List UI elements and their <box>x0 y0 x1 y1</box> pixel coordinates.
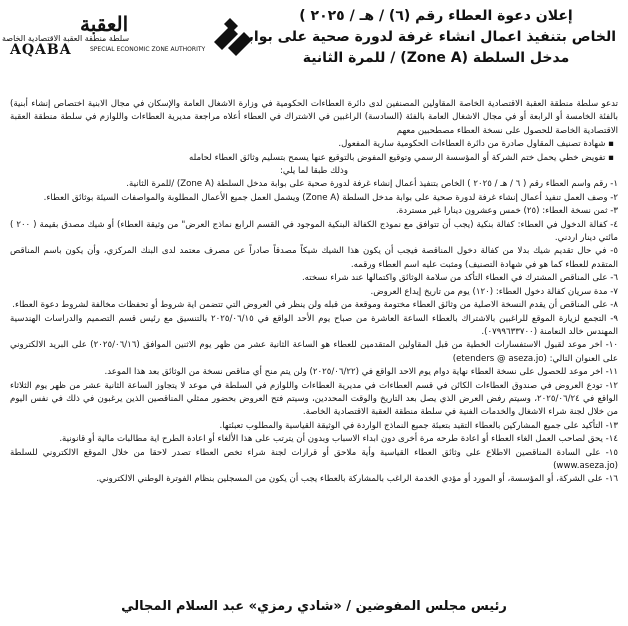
list-item: ١- رقم واسم العطاء رقم ( ٦ / هـ / ٢٠٢٥ ) الخاص بتنفيذ أعمال إنشاء غرفة لدورة صحية على بوابة مدخل السلطة (Zone A) /للمرة الثانية. <box>126 179 618 190</box>
announcement-body <box>6 98 622 487</box>
announcement-title <box>240 6 616 69</box>
intro-paragraph: تدعو سلطة منطقة العقبة الاقتصادية الخاصة المقاولين المصنفين لدى دائرة العطاءات الحكومية في وزارة الاشغال العامة والإسكان في مجال الابنية اختصاص إنشاء أبنية) بالفئة الخامسة أو الرابعة أو في مجال الاشغال العامة بالفئة (السادسة) الراغبين في الاشتراك في العطاء أعلاه مراجعة مديرية العطاءات واللوازم في سلطة منطقة العقبة الاقتصادية الخاصة للحصول على نسخة العطاء مصطحبين معهم <box>10 99 618 136</box>
list-item: ١٣- التأكيد على جميع المشاركين بالعطاء التقيد بتعبئة جميع النماذج الواردة في الوثيقة القياسية والمطلوب تعبئتها. <box>219 420 618 431</box>
list-item: ٥- في حال تقديم شيك بدلا من كفالة دخول المناقصة فيجب أن يكون هذا الشيك شيكاً مصدقاً صادراً عن مصرف معتمد لدى البنك المركزي، وأن يكون باسم المناقص المتقدم للعطاء كما هو في شهادة التصنيف) ومثبت عليه اسم العطاء ورقمه. <box>10 246 618 270</box>
logo-arabic-name: العقبة <box>80 12 129 36</box>
requirement-item: ▪ تفويض خطي يحمل ختم الشركة أو المؤسسة الرسمي وتوقيع المفوض بالتوقيع عنها يسمح بتسليم وثائق العطاء لحامله <box>189 152 614 163</box>
title-line-2: الخاص بتنفيذ اعمال انشاء غرفة لدورة صحية على بوابة <box>240 29 616 45</box>
header <box>2 6 622 98</box>
logo-arabic-subtitle: سلطة منطقة العقبة الاقتصادية الخاصة <box>2 34 130 43</box>
signature-line: رئيس مجلس المفوضين / «شادي رمزي» عبد السلام المجالي <box>121 599 507 614</box>
list-item: ١٢- تودع العروض في صندوق العطاءات الكائن في قسم العطاءات في مديرية العطاءات واللوازم في السلطة في موعد لا يتجاوز الساعة الثانية عشر من ظهر يوم الثلاثاء الواقع في ٢٠٢٥/٠٦/٢٤، وسيتم رفض العرض الذي يصل بعد التاريخ والوقت المحددين، وسيتم فتح العروض بحضور ممثلي المناقصين الذين يرغبون في ذلك في نفس اليوم من خلال لجنة شراء الاشغال والخدمات الفنية في سلطة منطقة العقبة الاقتصادية الخاصة. <box>10 380 618 418</box>
list-item: ١٠- اخر موعد لقبول الاستفسارات الخطية من قبل المقاولين المتقدمين للعطاء هو الساعة الثانية عشر من ظهر يوم الاثنين الموافق (٢٠٢٥/٠٦/١٦) على البريد الالكتروني على العنوان التالي: (etenders @ aseza.jo) <box>10 340 618 364</box>
list-item: ٧- مدة سريان كفالة دخول العطاء: (١٢٠) يوم من تاريخ إيداع العروض. <box>370 286 618 297</box>
title-line-1: إعلان دعوة العطاء رقم (٦) / هـ / ٢٠٢٥ ) <box>299 8 573 24</box>
title-line-3: مدخل السلطة (Zone A) / للمرة الثانية <box>302 50 570 66</box>
requirement-item: ▪ شهادة تصنيف المقاول صادرة من دائرة العطاءات الحكومية سارية المفعول. <box>338 139 614 150</box>
list-item: ٦- على المناقص المشترك في العطاء التأكد من سلامة الوثائق واكتمالها عند شراء نسخته. <box>301 273 618 284</box>
logo-english-name: AQABA <box>10 42 72 58</box>
list-item: ١١- اخر موعد للحصول على نسخة العطاء نهاية دوام يوم الاحد الواقع في (٢٠٢٥/٠٦/٢٢) ولن يتم منح أي مناقص نسخة من الوثائق بعد هذا الموعد. <box>104 367 618 378</box>
logo-english-subtitle: SPECIAL ECONOMIC ZONE AUTHORITY <box>90 46 206 53</box>
items-note: وذلك طبقا لما يلي: <box>280 166 348 177</box>
aseza-logo <box>2 12 260 62</box>
list-item: ٩- التجمع لزيارة الموقع للراغبين بالاشتراك بالعطاء الساعة العاشرة من صباح يوم الأحد الواقع في ٢٠٢٥/٠٦/١٥ بالتنسيق مع رئيس قسم التصميم والدراسات الهندسية المهندس خالد النعامنة (٠٧٩٩٦٣٣٧٠٠). <box>10 313 619 337</box>
list-item: ١٥- على السادة المناقصين الاطلاع على وثائق العطاء القياسية وأية ملاحق أو قرارات لجنة شراء تخص العطاء تصدر لاحقا من خلال الموقع الالكتروني للسلطة (www.aseza.jo) <box>10 447 618 471</box>
list-item: ٣- ثمن نسخة العطاء: (٢٥) خمس وعشرون دينارا غير مستردة. <box>396 206 618 217</box>
list-item: ٤- كفالة الدخول في العطاء: كفالة بنكية (يجب أن تتوافق مع نموذج الكفالة البنكية الموجود في القسم الرابع نماذج العرض" من وثيقة العطاء) أو شيك مصدق بقيمة ( ٢٠٠ ) مائتي دينار اردني. <box>10 219 618 244</box>
list-item: ١٦- على الشركة، أو المؤسسة، أو المورد أو مؤدي الخدمة الراغب بالمشاركة بالعطاء يجب أن يكون من المسجلين بنظام الفوترة الوطني الالكتروني. <box>96 474 618 485</box>
list-item: ١٤- يحق لصاحب العمل الغاء العطاء أو اعادة طرحه مرة أخرى دون ابداء الاسباب وبدون أن يترتب على هذا الألغاء أو اعادة الطرح اية مطالبات مالية أو قانونية. <box>59 434 618 445</box>
list-item: ٨- على المناقص أن يقدم النسخة الاصلية من وثائق العطاء مختومة وموقعة من قبله ولن ينظر في العروض التي تتضمن اية شروط أو تحفظات مخالفة لشروط دعوة العطاء. <box>12 300 618 311</box>
list-item: ٢- وصف العمل تنفيذ أعمال إنشاء غرفة لدورة صحية على بوابة مدخل السلطة (Zone A) ويشمل العمل جميع الأعمال المطلوبة والمواصفات السيئة بوثائق العطاء. <box>43 192 618 203</box>
